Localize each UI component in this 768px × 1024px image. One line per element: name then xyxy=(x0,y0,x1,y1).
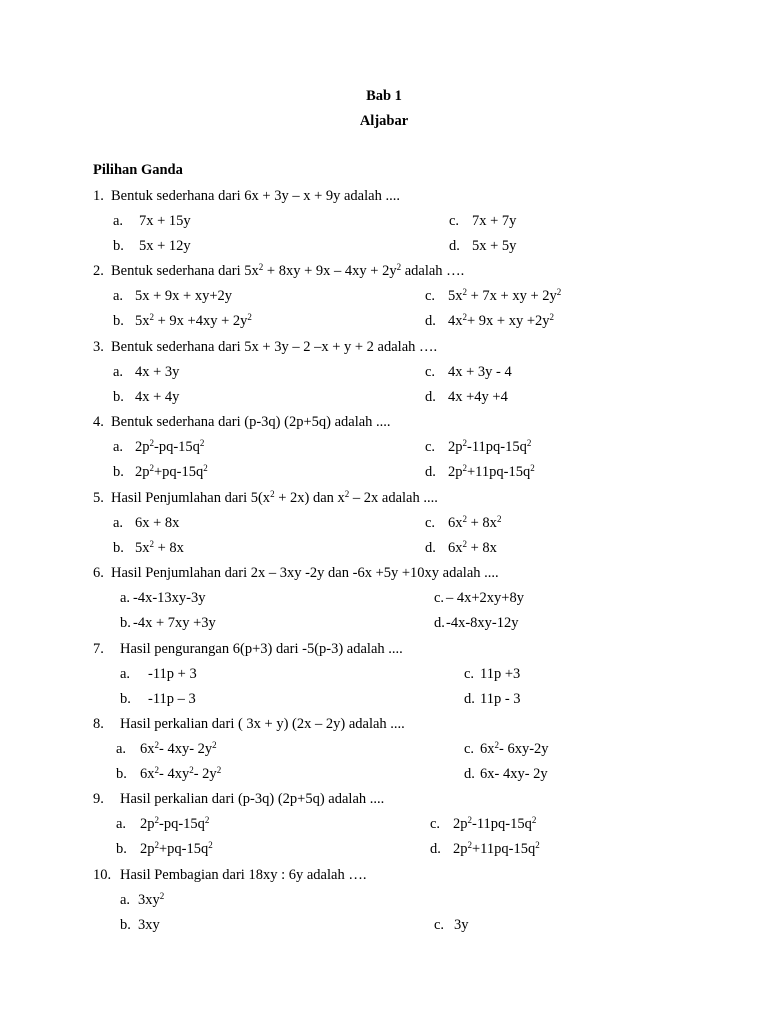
question-number: 1. xyxy=(93,188,104,204)
question-number: 5. xyxy=(93,490,104,506)
option-text: 4x + 3y xyxy=(135,364,180,380)
option-text: 11p - 3 xyxy=(480,691,521,707)
option-letter: d. xyxy=(434,615,445,631)
option-text: $2p^2+11pq-15q^2$ xyxy=(448,463,535,480)
option-letter: c. xyxy=(425,288,436,304)
option-letter: c. xyxy=(434,590,445,606)
option-letter: a. xyxy=(113,439,124,455)
option-text: $6x^2 + 8x^2$ xyxy=(448,514,502,531)
option-text: -4x + 7xy +3y xyxy=(133,615,216,631)
question-number: 7. xyxy=(93,641,104,657)
option-letter: c. xyxy=(434,917,445,933)
option-text: -11p – 3 xyxy=(148,691,196,707)
chapter-subtitle: Aljabar xyxy=(359,113,409,129)
option-letter: a. xyxy=(120,666,131,682)
option-letter: c. xyxy=(425,364,436,380)
question-text: Bentuk sederhana dari 5x + 3y – 2 –x + y + 2 adalah …. xyxy=(111,339,438,355)
option-letter: b. xyxy=(113,464,124,480)
option-text: $2p^2+pq-15q^2$ xyxy=(140,840,213,857)
option-text: 6x + 8x xyxy=(135,515,180,531)
option-text: $2p^2+11pq-15q^2$ xyxy=(453,840,540,857)
option-text: $6x^2-$ $4xy^2-$ $2y^2$ xyxy=(140,765,222,782)
option-letter: c. xyxy=(464,666,475,682)
question-text: Bentuk sederhana dari (p-3q) (2p+5q) adalah .... xyxy=(111,414,391,430)
option-letter: c. xyxy=(430,816,441,832)
question-number: 6. xyxy=(93,565,104,581)
option-letter: b. xyxy=(113,540,124,556)
option-letter: a. xyxy=(120,892,131,908)
option-text: 4x +4y +4 xyxy=(448,389,508,405)
option-letter: a. xyxy=(113,515,124,531)
option-letter: b. xyxy=(113,238,124,254)
option-letter: b. xyxy=(120,917,131,933)
option-letter: d. xyxy=(425,389,436,405)
question-text: Hasil perkalian dari (p-3q) (2p+5q) adalah .... xyxy=(120,791,385,807)
question-text: Hasil pengurangan 6(p+3) dari -5(p-3) adalah .... xyxy=(120,641,403,657)
option-text: 5x + 12y xyxy=(139,238,191,254)
option-letter: d. xyxy=(464,766,475,782)
option-text: $4x^2+ 9x$ + xy $+2y^2$ xyxy=(448,312,555,329)
option-text: $6x^2-$ 4xy- $2y^2$ xyxy=(140,740,217,757)
option-text: 4x + 4y xyxy=(135,389,180,405)
option-letter: c. xyxy=(464,741,475,757)
option-letter: b. xyxy=(120,615,131,631)
option-letter: b. xyxy=(116,766,127,782)
option-letter: b. xyxy=(113,313,124,329)
option-letter: d. xyxy=(425,540,436,556)
question-number: 8. xyxy=(93,716,104,732)
option-letter: a. xyxy=(113,213,124,229)
option-letter: a. xyxy=(113,364,124,380)
option-text: – 4x+2xy+8y xyxy=(446,590,524,606)
option-letter: d. xyxy=(425,313,436,329)
option-text: 11p +3 xyxy=(480,666,521,682)
question-text: Bentuk sederhana dari 6x + 3y – x + 9y adalah .... xyxy=(111,188,400,204)
option-text: -11p + 3 xyxy=(148,666,197,682)
option-text: -4x-8xy-12y xyxy=(446,615,519,631)
option-letter: d. xyxy=(425,464,436,480)
option-text: $5x^2 + 9x +4xy + 2y^2$ xyxy=(135,312,252,329)
option-text: $6x^2-$ 6xy-2y xyxy=(480,740,549,757)
option-letter: b. xyxy=(113,389,124,405)
option-letter: d. xyxy=(464,691,475,707)
option-letter: a. xyxy=(113,288,124,304)
option-text: 4x + 3y - 4 xyxy=(448,364,512,380)
option-text: 7x + 15y xyxy=(139,213,191,229)
option-text: 5x + 9x + xy+2y xyxy=(135,288,233,304)
option-letter: a. xyxy=(116,741,127,757)
option-text: 7x + 7y xyxy=(472,213,517,229)
question-text: Hasil perkalian dari ( 3x + y) (2x – 2y) adalah .... xyxy=(120,716,405,732)
option-letter: c. xyxy=(425,439,436,455)
option-letter: a. xyxy=(116,816,127,832)
question-number: 4. xyxy=(93,414,104,430)
option-text: 3xy xyxy=(138,917,160,933)
option-letter: c. xyxy=(449,213,460,229)
section-heading: Pilihan Ganda xyxy=(93,162,183,178)
question-text: Hasil Penjumlahan dari 2x – 3xy -2y dan -6x +5y +10xy adalah .... xyxy=(111,565,499,581)
option-text: 6x- 4xy- 2y xyxy=(480,766,548,782)
option-text: $5x^2 + 8x$ xyxy=(135,539,184,556)
option-text: 3y xyxy=(454,917,469,933)
option-text: $2p^2+pq-15q^2$ xyxy=(135,463,208,480)
option-text: $2p^2-pq-15q^2$ xyxy=(140,815,210,832)
question-text: Hasil Penjumlahan dari $5(x^2 + 2x)$ dan $x^2 - 2x$ adalah .... xyxy=(111,489,438,506)
option-text: $2p^2-pq-15q^2$ xyxy=(135,438,205,455)
option-text: $2p^2-11pq-15q^2$ xyxy=(453,815,537,832)
option-letter: c. xyxy=(425,515,436,531)
option-text: $6x^2 + 8x$ xyxy=(448,539,497,556)
option-text: -4x-13xy-3y xyxy=(133,590,206,606)
option-letter: d. xyxy=(430,841,441,857)
question-number: 2. xyxy=(93,263,104,279)
option-letter: b. xyxy=(120,691,131,707)
question-number: 10. xyxy=(93,867,112,883)
option-letter: b. xyxy=(116,841,127,857)
question-text: Bentuk sederhana dari $5x^2 + 8xy + 9x - 4xy + 2y^2$ adalah …. xyxy=(111,262,465,279)
question-number: 9. xyxy=(93,791,104,807)
question-number: 3. xyxy=(93,339,104,355)
option-text: 5x + 5y xyxy=(472,238,517,254)
option-letter: d. xyxy=(449,238,460,254)
question-text: Hasil Pembagian dari 18xy : 6y adalah …. xyxy=(120,867,367,883)
option-text: $2p^2-11pq-15q^2$ xyxy=(448,438,532,455)
chapter-title: Bab 1 xyxy=(366,88,402,104)
option-text: $3xy^2$ xyxy=(138,891,165,908)
option-text: $5x^2 + 7x$ + xy + $2y^2$ xyxy=(448,287,562,304)
option-letter: a. xyxy=(120,590,131,606)
